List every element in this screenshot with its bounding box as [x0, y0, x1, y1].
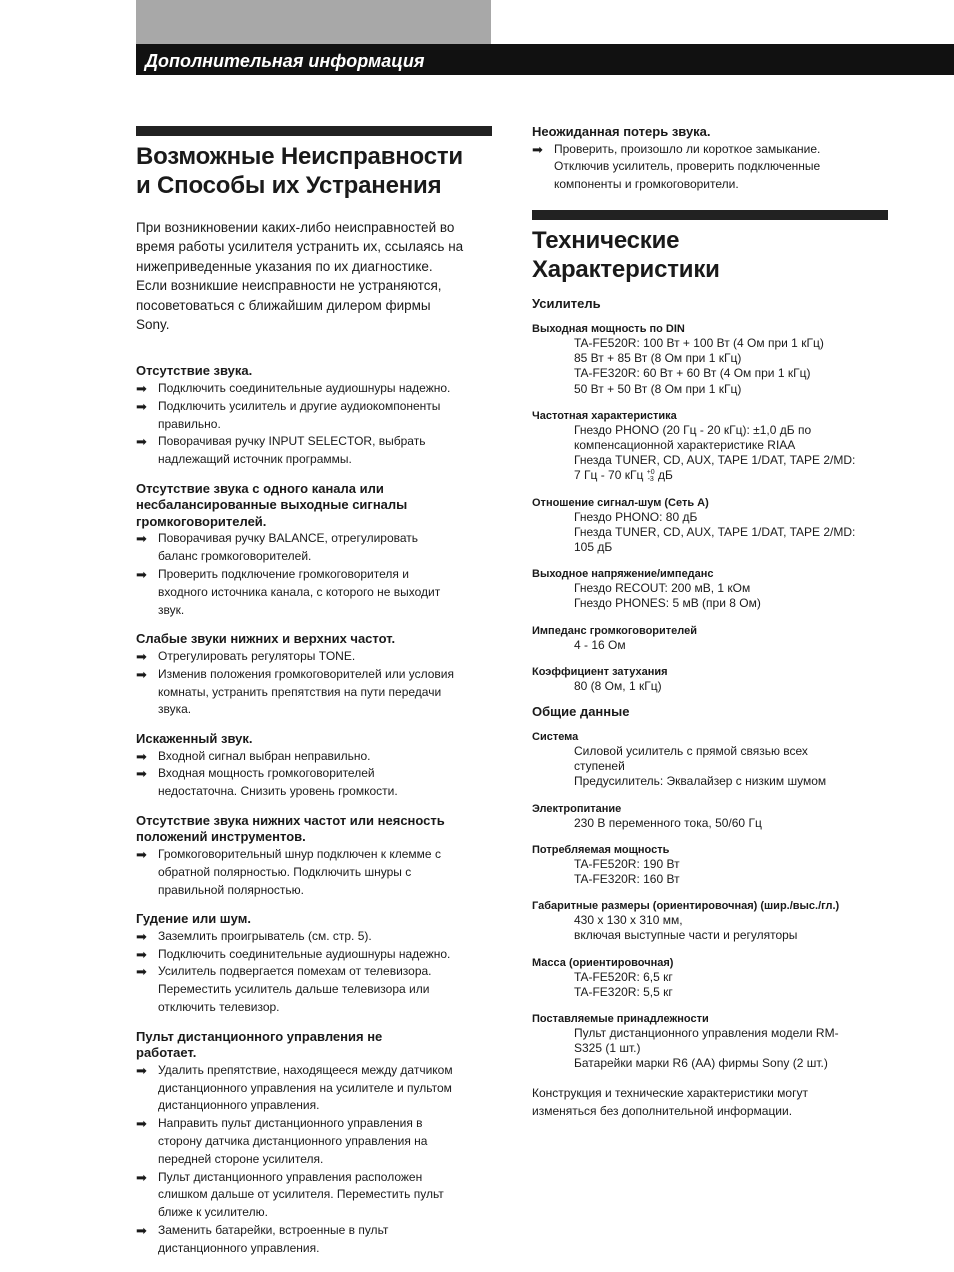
troubleshooting-section [136, 481, 492, 619]
text-line: 80 (8 Ом, 1 кГц) [574, 678, 662, 693]
spec-label: Отношение сигнал-шум (Сеть А) [532, 496, 709, 509]
text-line: TA-FE520R: 190 Вт [574, 856, 680, 871]
text-line: звук. [158, 602, 185, 617]
spec-label: Выходная мощность по DIN [532, 322, 685, 335]
text-line: Громкоговорительный шнур подключен к клемме с [158, 846, 441, 861]
text-line: 105 дБ [574, 539, 613, 554]
text-line: TA-FE520R: 6,5 кг [574, 969, 673, 984]
troubleshooting-section [136, 631, 492, 719]
text-line: недостаточна. Снизить уровень громкости. [158, 784, 398, 799]
text-line: ступеней [574, 759, 625, 774]
text-line: Силовой усилитель с прямой связью всех [574, 743, 808, 758]
remedy-item [532, 141, 888, 194]
text-line: 4 - 16 Ом [574, 637, 626, 652]
spec-group [532, 802, 888, 831]
text-line: дистанционного управления на усилителе и пультом [158, 1080, 452, 1095]
remedy-text [554, 141, 888, 194]
spec-label: Частотная характеристика [532, 409, 677, 422]
text-line: передней стороне усилителя. [158, 1151, 324, 1166]
specifications-title: Технические Характеристики [532, 226, 720, 283]
text-line: Гнездо PHONES: 5 мВ (при 8 Ом) [574, 596, 761, 611]
remedy-item [136, 1169, 492, 1222]
arrow-right-icon: ➡ [532, 141, 543, 157]
text-line: Проверить подключение громкоговорителя и [158, 567, 409, 582]
remedy-text [158, 765, 492, 801]
section-band-title: Дополнительная информация [145, 51, 425, 71]
remedy-text [158, 1062, 492, 1115]
arrow-right-icon: ➡ [136, 964, 147, 980]
text-line: компенсационной характеристике RIAA [574, 437, 796, 452]
arrow-right-icon: ➡ [136, 648, 147, 664]
spec-value [532, 857, 888, 887]
spec-label: Потребляемая мощность [532, 843, 670, 856]
remedy-text [158, 946, 492, 964]
problem-heading [136, 481, 492, 531]
arrow-right-icon: ➡ [136, 1223, 147, 1239]
text-line: баланс громкоговорителей. [158, 549, 312, 564]
text-line: Изменив положения громкоговорителей или условия [158, 666, 454, 681]
spec-label: Выходное напряжение/импеданс [532, 568, 714, 581]
spec-group [532, 1012, 888, 1072]
text-line: 50 Вт + 50 Вт (8 Ом при 1 кГц) [574, 381, 742, 396]
problem-heading [532, 124, 888, 141]
remedy-item [136, 648, 492, 666]
text-line: Гнездо PHONO (20 Гц - 20 кГц): ±1,0 дБ по [574, 422, 812, 437]
remedy-item [136, 380, 492, 398]
text-line: Переместить усилитель дальше телевизора или [158, 982, 430, 997]
remedy-item [136, 846, 492, 899]
troubleshooting-section [136, 813, 492, 899]
problem-heading [136, 1029, 492, 1062]
arrow-right-icon: ➡ [136, 748, 147, 764]
remedy-item [136, 946, 492, 964]
arrow-right-icon: ➡ [136, 567, 147, 583]
text-line: несбалансированные выходные сигналы [136, 497, 408, 513]
problem-heading [136, 731, 492, 748]
text-line: громкоговорителей. [136, 513, 267, 529]
spec-value [532, 913, 888, 943]
remedy-item [136, 666, 492, 719]
spec-value [532, 336, 888, 397]
spec-group [532, 322, 888, 397]
text-line: компоненты и громкоговорители. [554, 177, 739, 192]
troubleshooting-title: Возможные Неисправности и Способы их Устранения [136, 143, 463, 199]
spec-label: Импеданс громкоговорителей [532, 624, 698, 637]
text-line: Поворачивая ручку INPUT SELECTOR, выбрать [158, 434, 426, 449]
problem-heading [136, 813, 492, 846]
text-line: Подключить усилитель и другие аудиокомпоненты [158, 398, 441, 413]
text-line: Подключить соединительные аудиошнуры надежно. [158, 946, 451, 961]
text-line: дистанционного управления. [158, 1240, 320, 1255]
arrow-right-icon: ➡ [136, 766, 147, 782]
remedy-text [158, 380, 492, 398]
troubleshooting-list [136, 363, 492, 1257]
spec-value [532, 423, 888, 484]
arrow-right-icon: ➡ [136, 1169, 147, 1185]
text-line: Отсутствие звука нижних частот или неясность [136, 812, 445, 828]
text-line: звука. [158, 702, 192, 717]
remedy-text [158, 846, 492, 899]
spec-group [532, 843, 888, 887]
remedy-text [158, 1222, 492, 1258]
intro-paragraph: При возникновении каких-либо неисправностей во время работы усилителя устранить их, ссылаясь на нижеприведенные указания по их диагностике. Если возникшие неисправности не устраняются, посоветоваться с ближайшим дилером фирмы Sony. [136, 220, 464, 333]
text-line: Усилитель подвергается помехам от телевизора. [158, 964, 432, 979]
text-line: Направить пульт дистанционного управления в [158, 1116, 423, 1131]
remedy-text [158, 1115, 492, 1168]
arrow-right-icon: ➡ [136, 666, 147, 682]
remedy-text [158, 398, 492, 434]
text-line: Подключить соединительные аудиошнуры надежно. [158, 380, 451, 395]
text-line: работает. [136, 1045, 197, 1061]
text-line: TA-FE320R: 5,5 кг [574, 984, 673, 999]
spec-footnote: Конструкция и технические характеристики могут изменяться без дополнительной информации. [532, 1085, 808, 1118]
text-line: TA-FE320R: 160 Вт [574, 871, 680, 886]
text-line: правильной полярностью. [158, 882, 304, 897]
spec-group [532, 496, 888, 556]
text-line: 230 В переменного тока, 50/60 Гц [574, 815, 762, 830]
spec-group [532, 665, 888, 694]
text-line: Удалить препятствие, находящееся между датчиком [158, 1062, 453, 1077]
text-line: TA-FE320R: 60 Вт + 60 Вт (4 Ом при 1 кГц) [574, 366, 811, 381]
remedy-text [158, 530, 492, 566]
arrow-right-icon: ➡ [136, 928, 147, 944]
text-line: 430 x 130 x 310 мм, [574, 913, 683, 928]
remedy-item [136, 433, 492, 469]
tolerance-plus: +0 [646, 469, 655, 477]
troubleshooting-section [136, 1029, 492, 1258]
remedy-text [158, 566, 492, 619]
arrow-right-icon: ➡ [136, 1116, 147, 1132]
remedy-text [158, 648, 492, 666]
text-line: комнаты, устранить препятствия на пути передачи [158, 684, 442, 699]
remedy-item [136, 566, 492, 619]
text-line: Неожиданная потерь звука. [532, 124, 711, 139]
spec-value [532, 581, 888, 611]
text-line: Предусилитель: Эквалайзер с низким шумом [574, 774, 827, 789]
arrow-right-icon: ➡ [136, 380, 147, 396]
spec-label: Коэффициент затухания [532, 665, 668, 678]
remedy-item [136, 928, 492, 946]
arrow-right-icon: ➡ [136, 531, 147, 547]
tolerance-minus: -3 [647, 476, 654, 484]
text-line: Отключив усилитель, проверить подключенные [554, 159, 821, 174]
arrow-right-icon: ➡ [136, 1062, 147, 1078]
text-line: Гнездо RECOUT: 200 мВ, 1 кОм [574, 581, 751, 596]
remedy-item [136, 748, 492, 766]
text-line: Пульт дистанционного управления модели RM- [574, 1025, 839, 1040]
spec-label: Электропитание [532, 802, 622, 815]
text-line: Гнезда TUNER, CD, AUX, TAPE 1/DAT, TAPE 2/MD: [574, 524, 856, 539]
text-line: включая выступные части и регуляторы [574, 928, 798, 943]
spec-label: Габаритные размеры (ориентировочная) (шир./выс./гл.) [532, 900, 840, 913]
troubleshooting-section [136, 731, 492, 801]
spec-value [532, 816, 888, 831]
text-line: обратной полярностью. Подключить шнуры с [158, 864, 412, 879]
text-line: Поворачивая ручку BALANCE, отрегулировать [158, 531, 419, 546]
text-line: слишком дальше от усилителя. Переместить пульт [158, 1187, 444, 1202]
remedy-item [136, 963, 492, 1016]
text-line: TA-FE520R: 100 Вт + 100 Вт (4 Ом при 1 кГц) [574, 335, 824, 350]
arrow-right-icon: ➡ [136, 946, 147, 962]
remedy-item [136, 1222, 492, 1258]
unit-text: дБ [654, 468, 673, 483]
troubleshooting-section [532, 124, 888, 194]
general-specs [532, 730, 888, 1072]
tolerance [647, 469, 655, 483]
arrow-right-icon: ➡ [136, 398, 147, 414]
text-line: ближе к усилителю. [158, 1205, 268, 1220]
spec-group [532, 899, 888, 943]
text-line: Батарейки марки R6 (AA) фирмы Sony (2 шт.) [574, 1056, 828, 1071]
spec-group [532, 624, 888, 653]
text-line: Пульт дистанционного управления расположен [158, 1169, 423, 1184]
troubleshooting-section [136, 911, 492, 1016]
spec-group [532, 956, 888, 1000]
problem-heading [136, 911, 492, 928]
text-line: Гнезда TUNER, CD, AUX, TAPE 1/DAT, TAPE 2/MD: [574, 453, 856, 468]
remedy-item [136, 530, 492, 566]
remedy-item [136, 398, 492, 434]
text-line: Входной сигнал выбран неправильно. [158, 748, 371, 763]
text-line: Проверить, произошло ли короткое замыкание. [554, 141, 821, 156]
text-line: Отрегулировать регуляторы TONE. [158, 648, 356, 663]
text-line: Гудение или шум. [136, 911, 251, 927]
amplifier-heading: Усилитель [532, 295, 601, 311]
problem-heading [136, 363, 492, 380]
text-line: надлежащий источник программы. [158, 452, 352, 467]
remedy-text [158, 748, 492, 766]
arrow-right-icon: ➡ [136, 846, 147, 862]
text-line: Заменить батарейки, встроенные в пульт [158, 1223, 389, 1238]
remedy-item [136, 1062, 492, 1115]
spec-value [532, 970, 888, 1000]
freq-range-text: 7 Гц - 70 кГц [574, 468, 647, 483]
troubleshooting-section [136, 363, 492, 468]
text-line: S325 (1 шт.) [574, 1041, 641, 1056]
troubleshooting-section-extra [532, 124, 888, 194]
title-rule-right [532, 210, 888, 220]
remedy-item [136, 765, 492, 801]
text-line: сторону датчика дистанционного управления на [158, 1134, 428, 1149]
spec-group [532, 567, 888, 611]
spec-value [532, 510, 888, 556]
remedy-text [158, 1169, 492, 1222]
header-grey-tab [136, 0, 491, 44]
arrow-right-icon: ➡ [136, 434, 147, 450]
text-line: Отсутствие звука. [136, 363, 253, 379]
title-rule-left [136, 126, 492, 136]
text-line: правильно. [158, 416, 221, 431]
left-column [136, 126, 492, 1270]
text-line: Входная мощность громкоговорителей [158, 766, 375, 781]
remedy-item [136, 1115, 492, 1168]
spec-group [532, 730, 888, 790]
spec-value [532, 1026, 888, 1072]
text-line: дистанционного управления. [158, 1098, 320, 1113]
right-column [532, 124, 888, 1120]
remedy-text [158, 963, 492, 1016]
problem-heading [136, 631, 492, 648]
text-line: Искаженный звук. [136, 731, 253, 747]
remedy-text [158, 928, 492, 946]
amplifier-specs [532, 322, 888, 694]
spec-group [532, 409, 888, 484]
spec-label: Масса (ориентировочная) [532, 956, 674, 969]
text-line: Заземлить проигрыватель (см. стр. 5). [158, 928, 372, 943]
spec-label: Система [532, 730, 579, 743]
text-line: входного источника канала, с которого не выходит [158, 584, 441, 599]
remedy-text [158, 666, 492, 719]
text-line: 85 Вт + 85 Вт (8 Ом при 1 кГц) [574, 351, 742, 366]
text-line: Отсутствие звука с одного канала или [136, 480, 384, 496]
text-line: отключить телевизор. [158, 1000, 280, 1015]
text-line: Слабые звуки нижних и верхних частот. [136, 631, 396, 647]
spec-value [532, 679, 888, 694]
spec-label: Поставляемые принадлежности [532, 1012, 709, 1025]
remedy-text [158, 433, 492, 469]
spec-value [532, 744, 888, 790]
general-heading: Общие данные [532, 703, 630, 719]
spec-value [532, 638, 888, 653]
text-line: Пульт дистанционного управления не [136, 1028, 383, 1044]
text-line: Гнездо PHONO: 80 дБ [574, 509, 698, 524]
text-line: положений инструментов. [136, 829, 306, 845]
